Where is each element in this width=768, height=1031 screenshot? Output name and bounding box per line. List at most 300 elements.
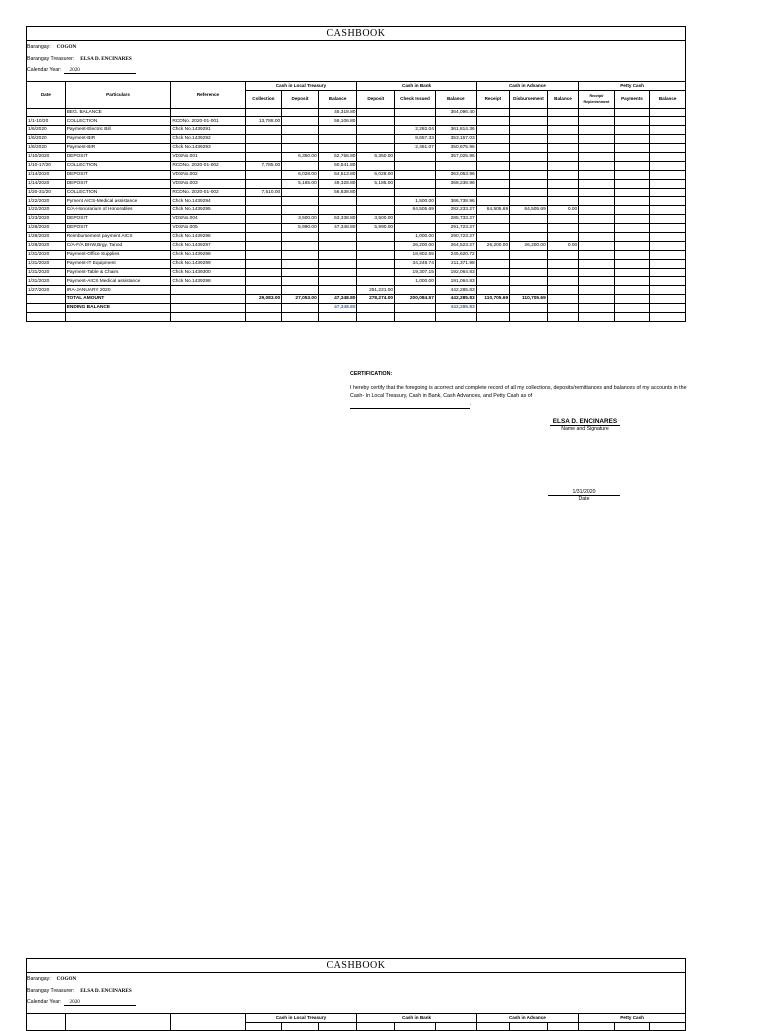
table-cell [579,170,615,179]
table-cell [318,250,357,259]
table-cell [547,304,578,313]
table-cell: 1,000.00 [395,232,436,241]
table-cell [395,188,436,197]
barangay-label-2: Barangay: [27,976,51,982]
table-cell [282,259,319,268]
year-label: Calendar Year: [27,67,62,73]
table-cell: C/A-Honorarium of Honorables [65,206,171,215]
date-caption: Date [578,496,590,502]
table-cell: Chck No.1439293 [171,144,245,153]
table-cell: 364,096.40 [435,108,476,117]
table-cell: 6,350.00 [357,152,395,161]
table-cell [614,224,650,233]
table-cell: VDSNo.002 [171,170,245,179]
table-cell [282,304,319,313]
table-cell: 2,282.04 [395,126,436,135]
col-reference: Reference [171,82,245,109]
table-cell: 6,350.00 [282,152,319,161]
table-row [27,259,686,268]
empty-row [27,312,686,321]
table-cell [614,170,650,179]
table-cell [614,232,650,241]
table-row [27,250,686,259]
table-cell [318,277,357,286]
table-cell [510,179,548,188]
table-cell [650,144,686,153]
table-cell [476,268,509,277]
table-cell [245,126,282,135]
table-cell [245,286,282,295]
table-cell [318,241,357,250]
table-cell: Chck No.1439298 [171,250,245,259]
table-cell [395,108,436,117]
table-cell: 59,106.80 [318,117,357,126]
table-cell: DEPOSIT [65,152,171,161]
table-cell [282,117,319,126]
table-cell: 5,185.00 [357,179,395,188]
table-cell [547,295,578,304]
col-receipt: Receipt [476,90,509,108]
table-cell [245,197,282,206]
table-cell [357,144,395,153]
table-cell: Chck No.1439295 [171,206,245,215]
cashbook-title-2: CASHBOOK [26,958,686,973]
table-cell: 1/6/2020 [27,135,66,144]
table-cell [282,268,319,277]
table-cell [245,170,282,179]
table-cell: COLLECTION [65,188,171,197]
table-cell: 1/22/2020 [27,206,66,215]
table-cell: Payment-BIR [65,135,171,144]
table-cell: 8,657.33 [395,135,436,144]
table-cell [245,135,282,144]
table-cell: 245,620.72 [435,250,476,259]
table-cell [650,152,686,161]
table-cell: VDSNo.001 [171,152,245,161]
signatory-caption: Name and Signature [561,426,609,432]
table-row [27,135,686,144]
table-cell: 60,541.80 [318,161,357,170]
table-cell: Payment-AICS Medical assistance [65,277,171,286]
table-row [27,179,686,188]
table-cell [357,268,395,277]
table-cell: VDSNo.005 [171,224,245,233]
certification-date-blank [350,400,470,409]
table-cell: Payment-BIR [65,144,171,153]
table-cell [510,224,548,233]
table-cell: 368,238.96 [435,179,476,188]
table-cell [650,170,686,179]
table-cell [357,108,395,117]
table-cell [27,295,66,304]
table-cell: 291,723.27 [435,224,476,233]
table-cell [282,108,319,117]
table-cell: 56,838.80 [318,188,357,197]
table-cell [547,188,578,197]
table-cell [282,161,319,170]
table-cell: 26,200.00 [510,241,548,250]
col-collection: Collection [245,90,282,108]
table-cell: Chck No.1439296 [171,232,245,241]
table-cell: 49,328.80 [318,179,357,188]
table-cell: 350,675.96 [435,144,476,153]
signed-date: 1/31/2020 [548,489,620,496]
table-cell [282,277,319,286]
table-cell [650,197,686,206]
table-cell [245,215,282,224]
group-bank-2: Cash in Bank [357,1014,476,1023]
group-advance: Cash in Advance [476,82,579,91]
table-cell: 54,513.80 [318,170,357,179]
table-cell [282,144,319,153]
table-row [27,152,686,161]
table-cell [357,188,395,197]
table-cell [579,152,615,161]
table-cell [650,108,686,117]
table-cell [579,277,615,286]
table-cell [579,241,615,250]
table-cell [614,206,650,215]
table-cell: RCDNo. 2020-01-001 [171,117,245,126]
table-cell: RCDNo. 2020-01-002 [171,161,245,170]
table-cell [357,304,395,313]
table-cell [510,108,548,117]
table-cell: 47,348.80 [318,295,357,304]
table-cell: Chck No.1439297 [171,241,245,250]
table-cell [510,286,548,295]
table-cell [547,277,578,286]
table-cell [510,250,548,259]
table-cell: RCDNo. 2020-01-002 [171,188,245,197]
table-cell [547,268,578,277]
cashbook-table [26,81,686,322]
table-cell [650,277,686,286]
table-cell: Chck No.1439298 [171,277,245,286]
table-cell [357,250,395,259]
table-cell [510,117,548,126]
table-cell [27,108,66,117]
table-cell [357,206,395,215]
table-cell [357,126,395,135]
table-cell [547,170,578,179]
table-row [27,232,686,241]
table-row [27,144,686,153]
table-cell: 1/31/2020 [27,259,66,268]
table-cell: Chck No.1439292 [171,135,245,144]
group-local-treasury: Cash in Local Treasury [245,82,357,91]
table-cell [510,304,548,313]
table-cell: 1,000.00 [395,277,436,286]
col-disbursement: Disbursement [510,90,548,108]
table-cell [579,108,615,117]
table-cell [282,232,319,241]
table-cell [547,259,578,268]
table-cell: 53,338.80 [318,215,357,224]
table-cell: 34,248.74 [395,259,436,268]
table-cell [614,126,650,135]
treasurer-label-2: Barangay Treasurer: [27,988,75,994]
table-cell [476,232,509,241]
table-cell [614,197,650,206]
table-cell: 1,500.00 [395,197,436,206]
table-cell [245,232,282,241]
table-cell: 192,064.83 [435,268,476,277]
table-cell [171,295,245,304]
table-cell [245,259,282,268]
barangay-label: Barangay: [27,44,51,50]
table-row [27,197,686,206]
table-cell: Chck No.1439299 [171,259,245,268]
table-cell: 27,053.00 [282,295,319,304]
table-cell [614,268,650,277]
table-cell [650,161,686,170]
table-cell: 1/14/2020 [27,170,66,179]
table-cell: 1/22/2020 [27,197,66,206]
year-line [27,67,136,74]
table-cell: 442,285.83 [435,295,476,304]
table-cell [650,232,686,241]
table-cell: 18,902.55 [395,250,436,259]
table-cell [282,188,319,197]
table-cell [476,188,509,197]
table-cell [547,117,578,126]
table-cell [395,161,436,170]
table-cell: IRA-JANUARY 2020 [65,286,171,295]
table-cell [650,206,686,215]
table-cell [357,259,395,268]
cashbook-table-2 [26,1013,686,1031]
table-cell [510,135,548,144]
table-cell [650,268,686,277]
table-cell [435,188,476,197]
table-cell: 366,738.96 [435,197,476,206]
table-cell: BEG. BALANCE [65,108,171,117]
table-cell [395,152,436,161]
table-cell [614,259,650,268]
table-cell [318,197,357,206]
table-cell: 5,990.00 [357,224,395,233]
col-date: Date [27,82,66,109]
table-cell [395,215,436,224]
table-cell [547,250,578,259]
table-cell [579,126,615,135]
table-cell [579,295,615,304]
table-cell: 1/6/2020 [27,144,66,153]
cashbook-sheet-2 [26,958,686,1031]
table-cell: 7,510.00 [245,188,282,197]
table-cell [579,179,615,188]
cashbook-sheet-1 [26,26,686,322]
table-cell: TOTAL AMOUNT [65,295,171,304]
table-cell: 211,371.98 [435,259,476,268]
table-cell: C/A-F/A BHW,Brgy. Tanod [65,241,171,250]
table-cell [510,152,548,161]
table-cell [650,286,686,295]
table-cell [245,224,282,233]
table-cell [579,304,615,313]
table-cell: 1/10-17/20 [27,161,66,170]
table-cell [395,170,436,179]
table-cell: 357,025.96 [435,152,476,161]
col-advance-balance: Balance [547,90,578,108]
table-cell [245,304,282,313]
table-cell: 1/14/2020 [27,179,66,188]
table-cell [357,161,395,170]
table-cell [318,232,357,241]
table-cell [547,152,578,161]
table-cell: 1/27/2020 [27,286,66,295]
signature-block [550,418,620,432]
table-cell [171,304,245,313]
year-value: 2020 [64,67,136,74]
table-cell: Chck No.1439291 [171,126,245,135]
cashbook-title: CASHBOOK [26,26,686,41]
table-cell: 285,733.27 [435,215,476,224]
table-cell: 282,233.27 [435,206,476,215]
table-cell [650,250,686,259]
treasurer-line [27,56,132,62]
table-cell [614,144,650,153]
table-cell [27,304,66,313]
table-cell [395,224,436,233]
table-cell: 191,064.83 [435,277,476,286]
table-cell: 1/28/2020 [27,241,66,250]
table-cell [476,259,509,268]
table-cell: 26,200.00 [395,241,436,250]
table-cell [547,135,578,144]
table-cell [395,179,436,188]
table-cell [650,179,686,188]
treasurer-line-2 [27,988,132,994]
table-cell: 84,505.69 [510,206,548,215]
table-cell: 19,307.15 [395,268,436,277]
table-cell [171,108,245,117]
table-cell [476,117,509,126]
table-cell [579,259,615,268]
table-cell: 1/31/2020 [27,250,66,259]
table-cell: 1/10/2020 [27,152,66,161]
table-cell: 0.00 [547,206,578,215]
col-payments: Payments [614,90,650,108]
table-cell [357,241,395,250]
col-petty-balance: Balance [650,90,686,108]
table-cell [282,286,319,295]
table-cell [579,268,615,277]
table-cell [510,277,548,286]
table-cell: 290,723.27 [435,232,476,241]
table-cell [435,117,476,126]
table-cell [579,215,615,224]
table-cell: Payment-Electric Bill [65,126,171,135]
table-cell: 1/28/2020 [27,232,66,241]
table-row [27,188,686,197]
table-cell: Chck No.1439294 [171,197,245,206]
table-cell [357,117,395,126]
table-cell [476,286,509,295]
table-cell [510,232,548,241]
table-cell [395,304,436,313]
table-cell [282,126,319,135]
table-cell [318,135,357,144]
ending-balance-row [27,304,686,313]
table-cell [476,126,509,135]
table-cell: 442,285.83 [435,304,476,313]
table-cell [476,170,509,179]
table-cell [547,126,578,135]
table-cell [476,215,509,224]
table-cell: 7,785.00 [245,161,282,170]
treasurer-label: Barangay Treasurer: [27,56,75,62]
table-cell [614,215,650,224]
table-cell: 278,274.00 [357,295,395,304]
table-cell [614,304,650,313]
table-cell: 47,348.80 [318,304,357,313]
table-cell [395,286,436,295]
table-cell: ENDING BALANCE [65,304,171,313]
table-cell: 442,285.83 [435,286,476,295]
signatory-name: ELSA D. ENCINARES [550,418,620,426]
table-cell [476,152,509,161]
table-cell [547,179,578,188]
table-row [27,117,686,126]
table-cell: 1/28/2020 [27,224,66,233]
table-cell [476,304,509,313]
table-cell: 1/20-31/20 [27,188,66,197]
table-row [27,206,686,215]
table-cell [357,232,395,241]
table-cell [476,277,509,286]
table-cell [282,250,319,259]
table-cell: 3,500.00 [282,215,319,224]
table-cell [245,179,282,188]
table-cell: 52,756.80 [318,152,357,161]
table-cell: 1/1-10/20 [27,117,66,126]
year-label-2: Calendar Year: [27,999,62,1005]
table-cell: 84,505.69 [395,206,436,215]
table-cell [579,286,615,295]
table-cell: 110,705.69 [476,295,509,304]
group-local-treasury-2: Cash in Local Treasury [245,1014,357,1023]
certification: CERTIFICATION: I hereby certify that the foregoing is acorrect and complete record of all my collections, deposits/remittances and balances of my accounts in the Cash- In Local Treasury, Cash in Bank, Cash Advances, and Petty Cash as of . [350,370,690,409]
table-cell [510,161,548,170]
treasurer-value-2: ELSA D. ENCINARES [80,988,132,994]
table-cell: 363,053.96 [435,170,476,179]
table-cell: DEPOSIT [65,215,171,224]
table-cell [357,135,395,144]
table-cell [357,197,395,206]
year-line-2 [27,999,136,1006]
table-cell [510,144,548,153]
col-check-issued: Check Issued [395,90,436,108]
table-cell [579,161,615,170]
table-cell [245,277,282,286]
table-cell [614,295,650,304]
table-cell [476,197,509,206]
table-cell [650,215,686,224]
table-cell: Reimbursement payment AICS [65,232,171,241]
treasurer-value: ELSA D. ENCINARES [80,56,132,62]
table-cell [282,241,319,250]
table-cell [614,241,650,250]
table-cell [318,206,357,215]
table-cell: 353,157.03 [435,135,476,144]
table-cell [245,144,282,153]
table-cell [547,224,578,233]
table-cell [579,206,615,215]
table-cell [476,250,509,259]
table-cell [547,215,578,224]
table-cell: 5,185.00 [282,179,319,188]
